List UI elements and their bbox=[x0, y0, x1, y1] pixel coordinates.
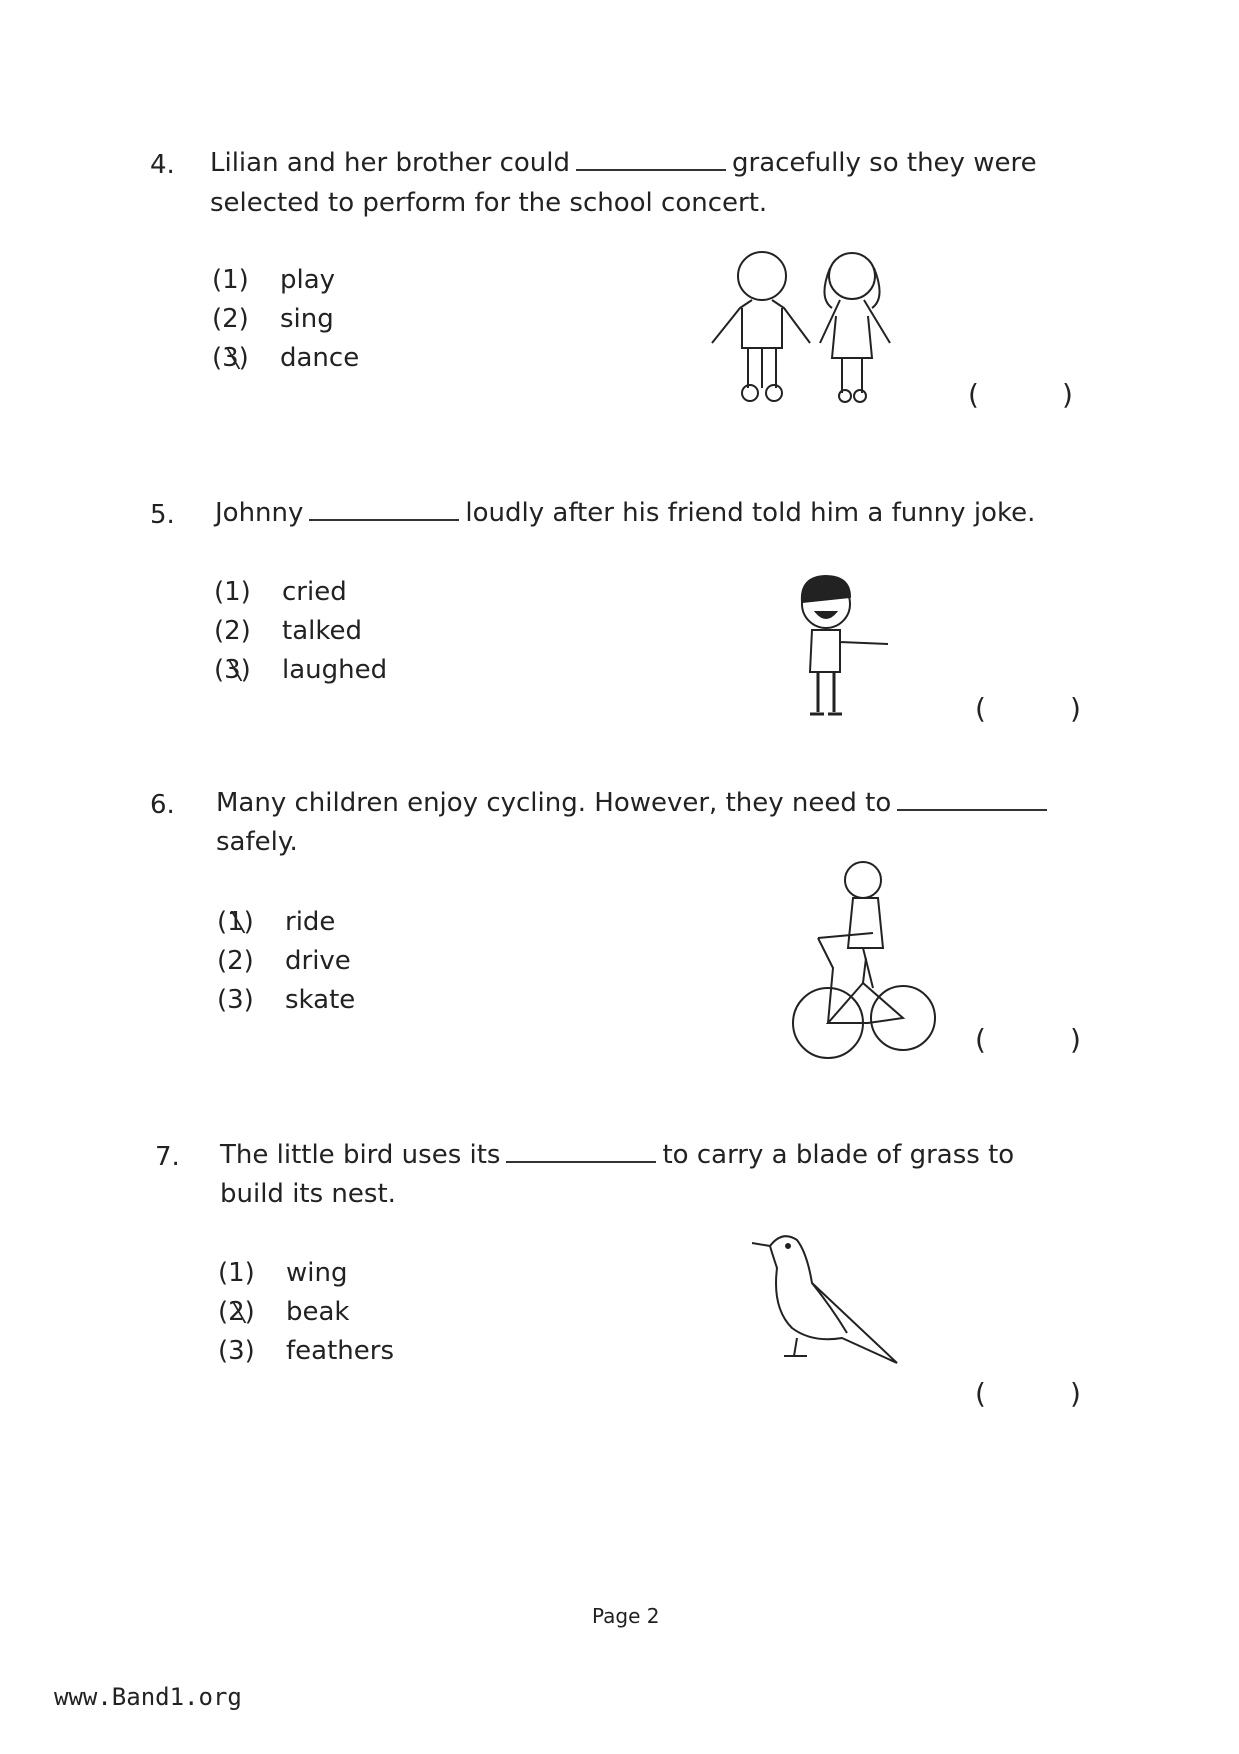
option-number: (1) bbox=[217, 907, 285, 937]
option-marked bbox=[218, 1297, 350, 1327]
question-text-before: Many children enjoy cycling. However, they need to bbox=[216, 788, 892, 818]
option-number: (3) bbox=[217, 985, 254, 1015]
answer-bracket-open: ( bbox=[975, 1377, 986, 1410]
option-number: (2) bbox=[217, 946, 254, 976]
answer-bracket-open: ( bbox=[968, 378, 979, 411]
option-number: (2) bbox=[218, 1297, 286, 1327]
bird-icon bbox=[752, 1228, 902, 1368]
option-label: feathers bbox=[286, 1336, 394, 1366]
answer-bracket-close: ) bbox=[1070, 1023, 1081, 1056]
question-4-text bbox=[210, 150, 1037, 176]
question-7-number: 7. bbox=[155, 1142, 180, 1172]
question-text-before: Lilian and her brother could bbox=[210, 148, 571, 178]
option-number: (3) bbox=[214, 655, 282, 685]
answer-blank bbox=[309, 518, 459, 521]
option bbox=[212, 265, 335, 295]
option bbox=[214, 616, 362, 646]
option-label: beak bbox=[286, 1297, 350, 1327]
answer-bracket-close: ) bbox=[1062, 378, 1073, 411]
option-label: wing bbox=[286, 1258, 348, 1288]
option-marked bbox=[212, 343, 359, 373]
option-number: (3) bbox=[212, 343, 280, 373]
option-marked bbox=[214, 655, 387, 685]
option-label: ride bbox=[285, 907, 336, 937]
answer-blank bbox=[506, 1160, 656, 1163]
question-text-after: loudly after his friend told him a funny joke. bbox=[465, 498, 1036, 528]
question-text-after: gracefully so they were bbox=[732, 148, 1037, 178]
question-text-before: The little bird uses its bbox=[220, 1140, 501, 1170]
option-number: (3) bbox=[218, 1336, 255, 1366]
answer-bracket-close: ) bbox=[1070, 692, 1081, 725]
boy-and-girl-holding-hands-icon bbox=[700, 248, 910, 403]
question-6-number: 6. bbox=[150, 790, 175, 820]
option-number: (2) bbox=[212, 304, 249, 334]
child-on-bicycle-icon bbox=[788, 858, 938, 1063]
source-url: www.Band1.org bbox=[54, 1683, 242, 1711]
option bbox=[217, 946, 351, 976]
option bbox=[218, 1258, 347, 1288]
option-label: drive bbox=[285, 946, 351, 976]
page-number: Page 2 bbox=[592, 1604, 660, 1628]
option-number: (1) bbox=[212, 265, 249, 295]
answer-bracket-close: ) bbox=[1070, 1377, 1081, 1410]
option-label: laughed bbox=[282, 655, 388, 685]
option bbox=[212, 304, 334, 334]
option bbox=[218, 1336, 394, 1366]
answer-bracket-open: ( bbox=[975, 692, 986, 725]
question-5-number: 5. bbox=[150, 500, 175, 530]
option-label: talked bbox=[282, 616, 362, 646]
option bbox=[214, 577, 347, 607]
question-5-text bbox=[215, 500, 1035, 526]
option-label: skate bbox=[285, 985, 356, 1015]
option-number: (1) bbox=[218, 1258, 255, 1288]
option bbox=[217, 985, 355, 1015]
option-label: cried bbox=[282, 577, 347, 607]
question-6-text bbox=[216, 790, 1053, 816]
option-number: (2) bbox=[214, 616, 251, 646]
answer-bracket-open: ( bbox=[975, 1023, 986, 1056]
option-label: play bbox=[280, 265, 336, 295]
option-label: dance bbox=[280, 343, 360, 373]
question-4-number: 4. bbox=[150, 150, 175, 180]
answer-blank bbox=[897, 808, 1047, 811]
option-number: (1) bbox=[214, 577, 251, 607]
question-7-line2: build its nest. bbox=[220, 1179, 396, 1209]
question-4-line2: selected to perform for the school concert. bbox=[210, 188, 768, 218]
question-text-after: to carry a blade of grass to bbox=[662, 1140, 1015, 1170]
option-marked bbox=[217, 907, 335, 937]
question-6-line2: safely. bbox=[216, 827, 298, 857]
option-label: sing bbox=[280, 304, 334, 334]
question-text-before: Johnny bbox=[215, 498, 304, 528]
laughing-boy-pointing-icon bbox=[790, 572, 900, 720]
answer-blank bbox=[576, 168, 726, 171]
question-7-text bbox=[220, 1142, 1014, 1168]
